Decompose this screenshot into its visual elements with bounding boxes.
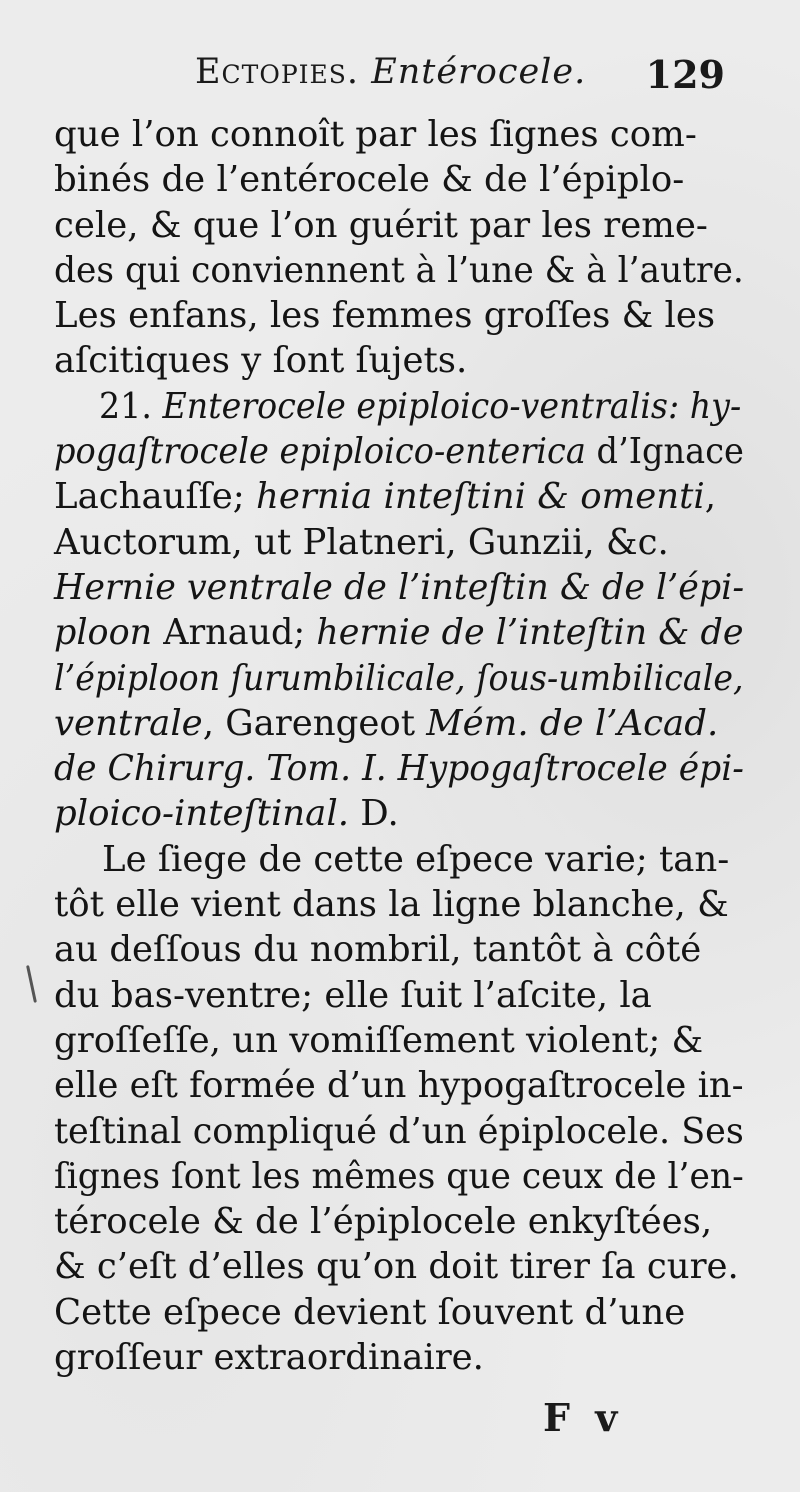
roman-text: d’Ignace [585,431,744,473]
text-line [54,520,744,565]
roman-text: Le ſiege de cette eſpece varie; tan- [102,838,730,880]
roman-text: , [704,476,717,518]
running-head-section: Ectopies. [195,52,360,92]
roman-text: Les enfans, les femmes groſſes & les [54,295,716,337]
roman-text: au deſſous du nombril, tantôt à côté [54,929,702,971]
text-line [54,610,744,655]
italic-text: ploico-inteſtinal. [54,793,349,835]
italic-text: Hernie ventrale de l’inteſtin & de l’épi- [54,566,745,608]
text-line [54,384,742,429]
text-line [54,791,744,836]
running-head [195,52,586,92]
italic-text: Enterocele epiploico-ventralis: hy- [162,385,742,427]
text-line [54,1063,744,1108]
text-line [54,1335,744,1380]
text-line [54,837,744,882]
running-head-topic: Entérocele. [371,52,587,92]
roman-text: binés de l’entérocele & de l’épiplo- [54,159,685,201]
text-line [54,1290,744,1335]
roman-text: elle eſt formée d’un hypogaſtrocele in- [54,1065,744,1107]
roman-text: que l’on connoît par les ſignes com- [54,114,697,155]
text-line [54,565,745,610]
text-line [54,112,744,157]
italic-text: de Chirurg. Tom. I. Hypogaſtrocele épi- [54,748,744,790]
text-line [54,248,744,293]
roman-text: cele, & que l’on guérit par les reme- [54,204,708,246]
text-line [54,293,744,338]
page-number: 129 [645,52,725,97]
roman-text: D. [348,793,399,835]
text-line [54,746,744,791]
italic-text: hernia inteſtini & omenti [256,476,705,518]
italic-text: pogaſtrocele epiploico-enterica [54,431,586,473]
roman-text: du bas-ventre; elle ſuit l’aſcite, la [54,974,652,1016]
roman-text: tôt elle vient dans la ligne blanche, & [54,884,729,926]
roman-text: Arnaud; [152,612,317,654]
roman-text: 21. [98,385,163,427]
italic-text: l’épiploon ſurumbilicale, ſous-umbilicale, [54,657,744,699]
text-line [54,927,744,972]
italic-text: ventrale [54,702,203,744]
text-line [54,203,744,248]
signature-mark: F v [543,1395,624,1440]
text-line [54,973,744,1018]
margin-mark [26,965,37,1003]
roman-text: des qui conviennent à l’une & à l’autre. [54,249,744,291]
roman-text: , Garengeot [202,702,427,744]
roman-text: térocele & de l’épiplocele enkyſtées, [54,1201,713,1243]
roman-text: Auctorum, ut Platneri, Gunzii, &c. [54,521,669,563]
text-line [54,1109,744,1154]
roman-text: Lachauſſe; [54,476,257,518]
text-line [54,429,744,474]
text-line [54,474,744,519]
text-line [54,701,744,746]
text-line [54,1154,744,1199]
text-line [54,882,744,927]
text-line [54,656,744,701]
page-header [195,44,735,104]
roman-text: teſtinal compliqué d’un épiplocele. Ses [54,1110,744,1152]
text-line [54,338,744,383]
italic-text: Mém. de l’Acad. [426,702,719,744]
body-text [54,112,744,1380]
italic-text: hernie de l’inteſtin & de [316,612,744,654]
roman-text: groſſeur extraordinaire. [54,1337,484,1379]
text-line [54,1199,744,1244]
italic-text: ploon [54,612,153,654]
text-line [54,1018,744,1063]
roman-text: aſcitiques y ſont ſujets. [54,340,468,382]
text-line [54,157,744,202]
roman-text: groſſeſſe, un vomiſſement violent; & [54,1019,704,1061]
roman-text: ſignes ſont les mêmes que ceux de l’en- [54,1155,744,1197]
roman-text: Cette eſpece devient ſouvent d’une [54,1291,686,1333]
text-line [54,1244,744,1289]
roman-text: & c’eſt d’elles qu’on doit tirer ſa cure. [54,1246,739,1288]
